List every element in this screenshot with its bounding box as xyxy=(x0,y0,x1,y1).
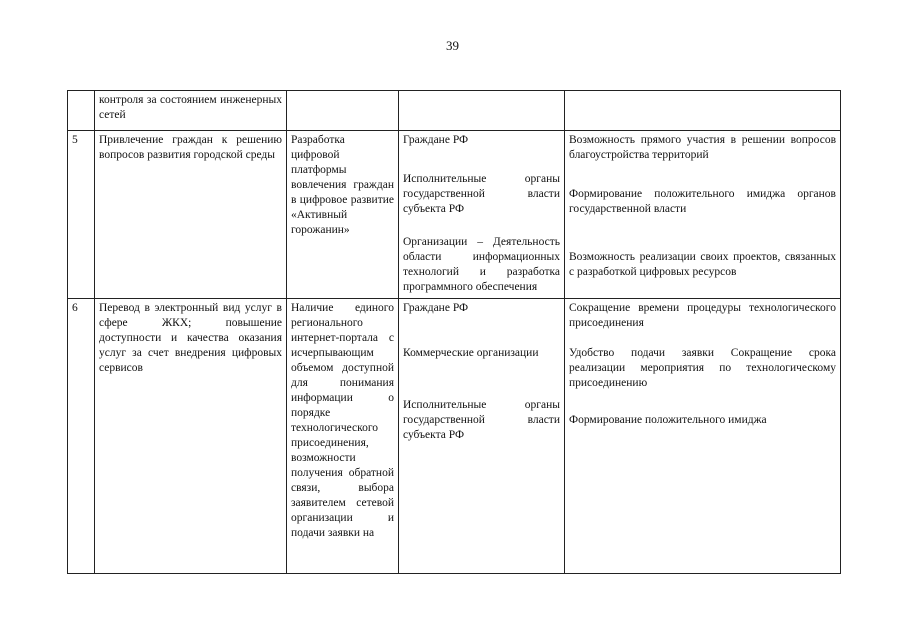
subject-item: Коммерческие организации xyxy=(403,347,539,359)
subject-item: Организации – Деятельность области информационных технологий и разработка программного обеспечения xyxy=(403,236,560,293)
subject-item: Исполнительные органы государственной власти субъекта РФ xyxy=(403,173,560,215)
table-row xyxy=(68,131,841,299)
service-text: Привлечение граждан к решению вопросов развития городской среды xyxy=(99,134,282,161)
row-number-cell xyxy=(68,91,95,131)
subjects-cell xyxy=(399,299,565,574)
subject-item: Исполнительные органы государственной власти субъекта РФ xyxy=(403,399,560,441)
tool-cell xyxy=(287,299,399,574)
table-row xyxy=(68,299,841,574)
subject-item: Граждане РФ xyxy=(403,302,469,314)
effect-item: Формирование положительного имиджа органов государственной власти xyxy=(569,188,836,215)
tool-cell xyxy=(287,131,399,299)
service-text: Перевод в электронный вид услуг в сфере ЖКХ; повышение доступности и качества оказания услуг за счет внедрения цифровых сервисов xyxy=(99,302,282,374)
effects-cell xyxy=(565,131,841,299)
tool-text: Наличие единого регионального интернет-портала с исчерпывающим объемом доступной для понимания информации о порядке технологического присоединения, возможности получения обратной связи, выбора заявителем сетевой организации и подачи заявки на xyxy=(291,302,394,539)
tool-text: Разработка цифровой платформы вовлечения граждан в цифровое развитие «Активный горожанин» xyxy=(291,134,394,236)
effect-item: Удобство подачи заявки Сокращение срока реализации мероприятия по технологическому присоединению xyxy=(569,347,836,389)
service-cell xyxy=(95,299,287,574)
row-number-cell: 5 xyxy=(68,131,95,299)
effect-item: Формирование положительного имиджа xyxy=(569,414,767,426)
service-cell xyxy=(95,131,287,299)
effect-item: Возможность прямого участия в решении вопросов благоустройства территорий xyxy=(569,134,836,161)
tool-cell xyxy=(287,91,399,131)
subject-item: Граждане РФ xyxy=(403,134,469,146)
effect-item: Сокращение времени процедуры технологического присоединения xyxy=(569,302,836,329)
page-number: 39 xyxy=(446,38,459,53)
service-cell xyxy=(95,91,287,131)
table-row xyxy=(68,91,841,131)
service-text: контроля за состоянием инженерных сетей xyxy=(99,94,282,121)
effects-cell xyxy=(565,91,841,131)
subjects-cell xyxy=(399,91,565,131)
measures-table xyxy=(67,90,841,574)
subjects-cell xyxy=(399,131,565,299)
effects-cell xyxy=(565,299,841,574)
row-number-cell: 6 xyxy=(68,299,95,574)
effect-item: Возможность реализации своих проектов, связанных с разработкой цифровых ресурсов xyxy=(569,251,836,278)
